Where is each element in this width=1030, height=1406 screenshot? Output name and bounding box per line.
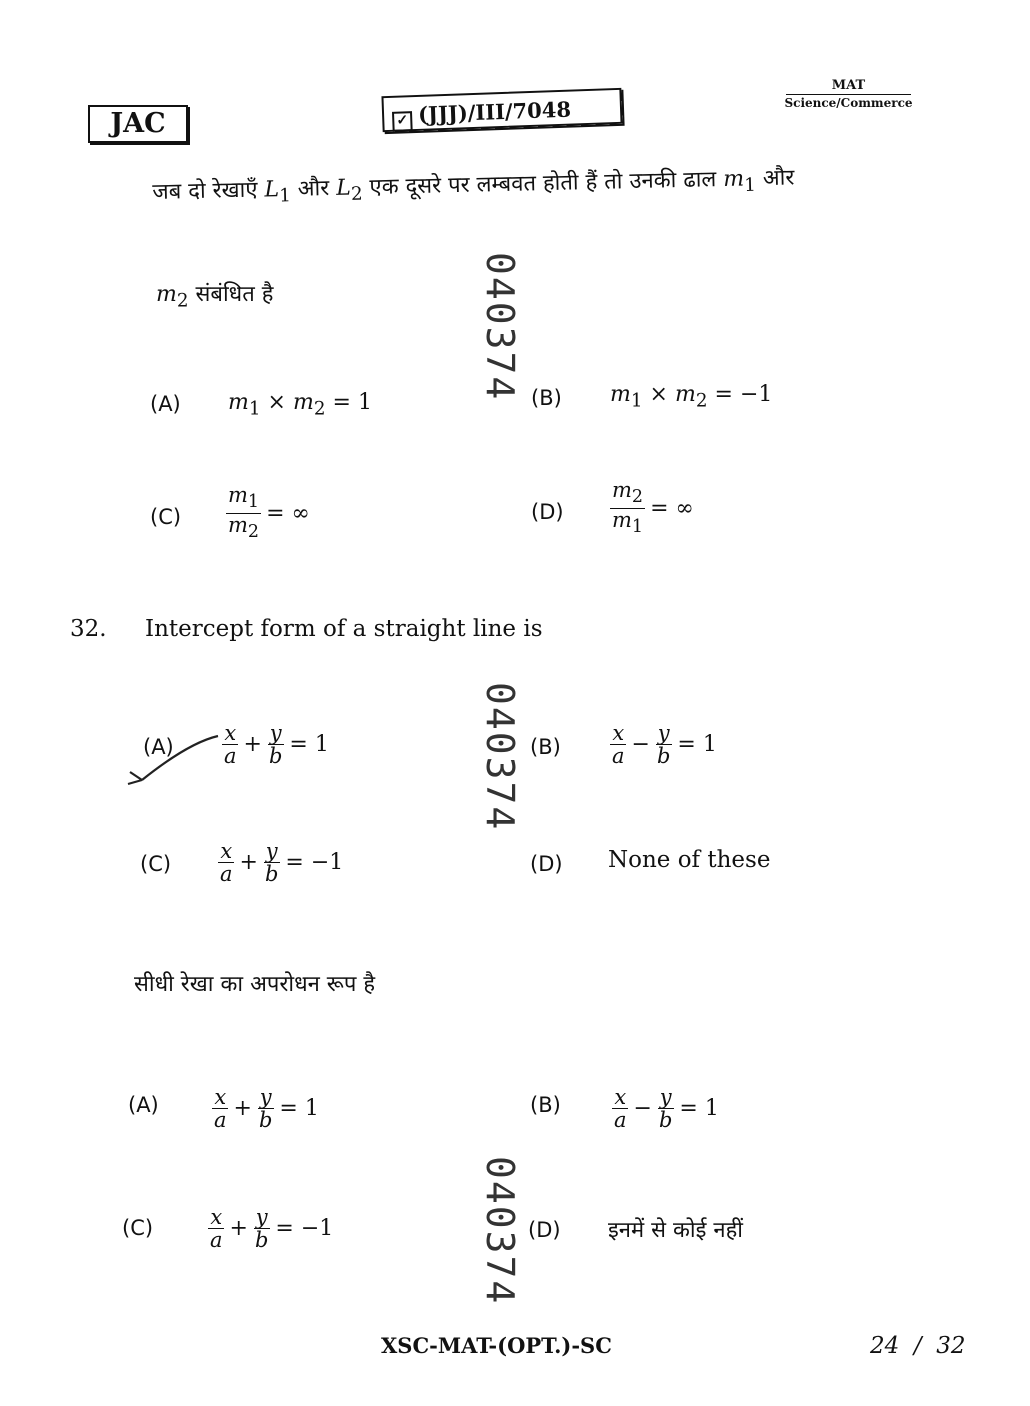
option-c-expr: $\frac{x}{a}$ + $\frac{y}{b}$ = −1 — [220, 839, 344, 886]
jac-badge: JAC — [88, 105, 188, 143]
stem-text: जब दो रेखाएँ — [152, 177, 258, 205]
checkbox-icon: ✓ — [392, 111, 413, 132]
rhs: = −1 — [285, 850, 344, 875]
option-label: (D) — [530, 852, 563, 876]
stem-text: और — [762, 165, 795, 192]
option-label: (D) — [528, 1218, 561, 1242]
subscript: 1 — [744, 174, 757, 196]
q31-hindi-stem-line2 — [156, 278, 273, 311]
paper-code-box — [381, 88, 622, 132]
subject-name: MAT — [786, 78, 911, 95]
option-label: (B) — [530, 1093, 561, 1117]
rhs: = 1 — [677, 732, 717, 757]
option-d-text: None of these — [608, 847, 771, 873]
footer-code: XSC-MAT-(OPT.)-SC — [381, 1333, 612, 1358]
subscript: 1 — [278, 185, 292, 207]
var-L: L — [335, 175, 352, 201]
option-d-text: इनमें से कोई नहीं — [608, 1218, 744, 1243]
subscript: 2 — [350, 183, 363, 205]
rhs: = ∞ — [266, 501, 310, 527]
fraction: $\frac{m_1}{m_2}$ — [228, 483, 260, 543]
subject-label — [756, 78, 941, 111]
watermark-number: 040374 — [478, 1156, 522, 1306]
option-a-expr: $\frac{x}{a}$ + $\frac{y}{b}$ = 1 — [224, 721, 329, 768]
var-m: m — [156, 282, 177, 307]
rhs: = −1 — [275, 1216, 334, 1241]
rhs: = 1 — [679, 1096, 719, 1121]
tick-mark-icon — [122, 728, 222, 790]
stem-text: और — [297, 175, 330, 202]
subject-stream: Science/Commerce — [784, 96, 913, 110]
watermark-number: 040374 — [478, 682, 522, 832]
option-label: (C) — [122, 1216, 154, 1240]
paper-code: (JJJ)/III/7048 — [417, 96, 572, 127]
option-a-expr: $m_1 \times m_2 = 1$ — [228, 390, 372, 420]
rhs: = 1 — [332, 390, 372, 415]
option-label: (B) — [531, 386, 562, 410]
var-L: L — [264, 177, 280, 203]
option-b-expr: $m_1 \times m_2 = -1$ — [610, 382, 773, 412]
subscript: 2 — [176, 290, 189, 312]
option-label: (D) — [531, 500, 564, 524]
option-label: (C) — [140, 852, 172, 876]
q31-hindi-stem-line1 — [152, 158, 953, 210]
option-d-expr — [610, 479, 694, 538]
stem-text: संबंधित है — [195, 282, 274, 307]
option-label: (B) — [530, 735, 561, 759]
rhs: = 1 — [279, 1096, 319, 1121]
option-label: (A) — [128, 1093, 159, 1117]
rhs: = −1 — [714, 382, 773, 407]
page-number: 24 / 32 — [870, 1333, 966, 1359]
question-number: 32. — [70, 616, 107, 642]
rhs: = ∞ — [650, 496, 694, 522]
option-label: (A) — [143, 735, 174, 759]
q32-hindi-stem: सीधी रेखा का अपरोधन रूप है — [134, 972, 376, 997]
watermark-number: 040374 — [478, 252, 522, 402]
option-b-expr: $\frac{x}{a}$ − $\frac{y}{b}$ = 1 — [614, 1085, 719, 1132]
stem-text: एक दूसरे पर लम्बवत होती हैं तो उनकी ढाल — [369, 167, 717, 201]
option-a-expr: $\frac{x}{a}$ + $\frac{y}{b}$ = 1 — [214, 1085, 319, 1132]
var-m: m — [723, 166, 745, 193]
fraction: $\frac{m_2}{m_1}$ — [612, 478, 644, 538]
option-label: (C) — [150, 505, 182, 529]
q32-stem: Intercept form of a straight line is — [145, 616, 543, 642]
option-c-expr — [226, 484, 310, 543]
rhs: = 1 — [289, 732, 329, 757]
option-b-expr: $\frac{x}{a}$ − $\frac{y}{b}$ = 1 — [612, 721, 717, 768]
option-label: (A) — [150, 392, 181, 416]
option-c-expr: $\frac{x}{a}$ + $\frac{y}{b}$ = −1 — [210, 1205, 334, 1252]
